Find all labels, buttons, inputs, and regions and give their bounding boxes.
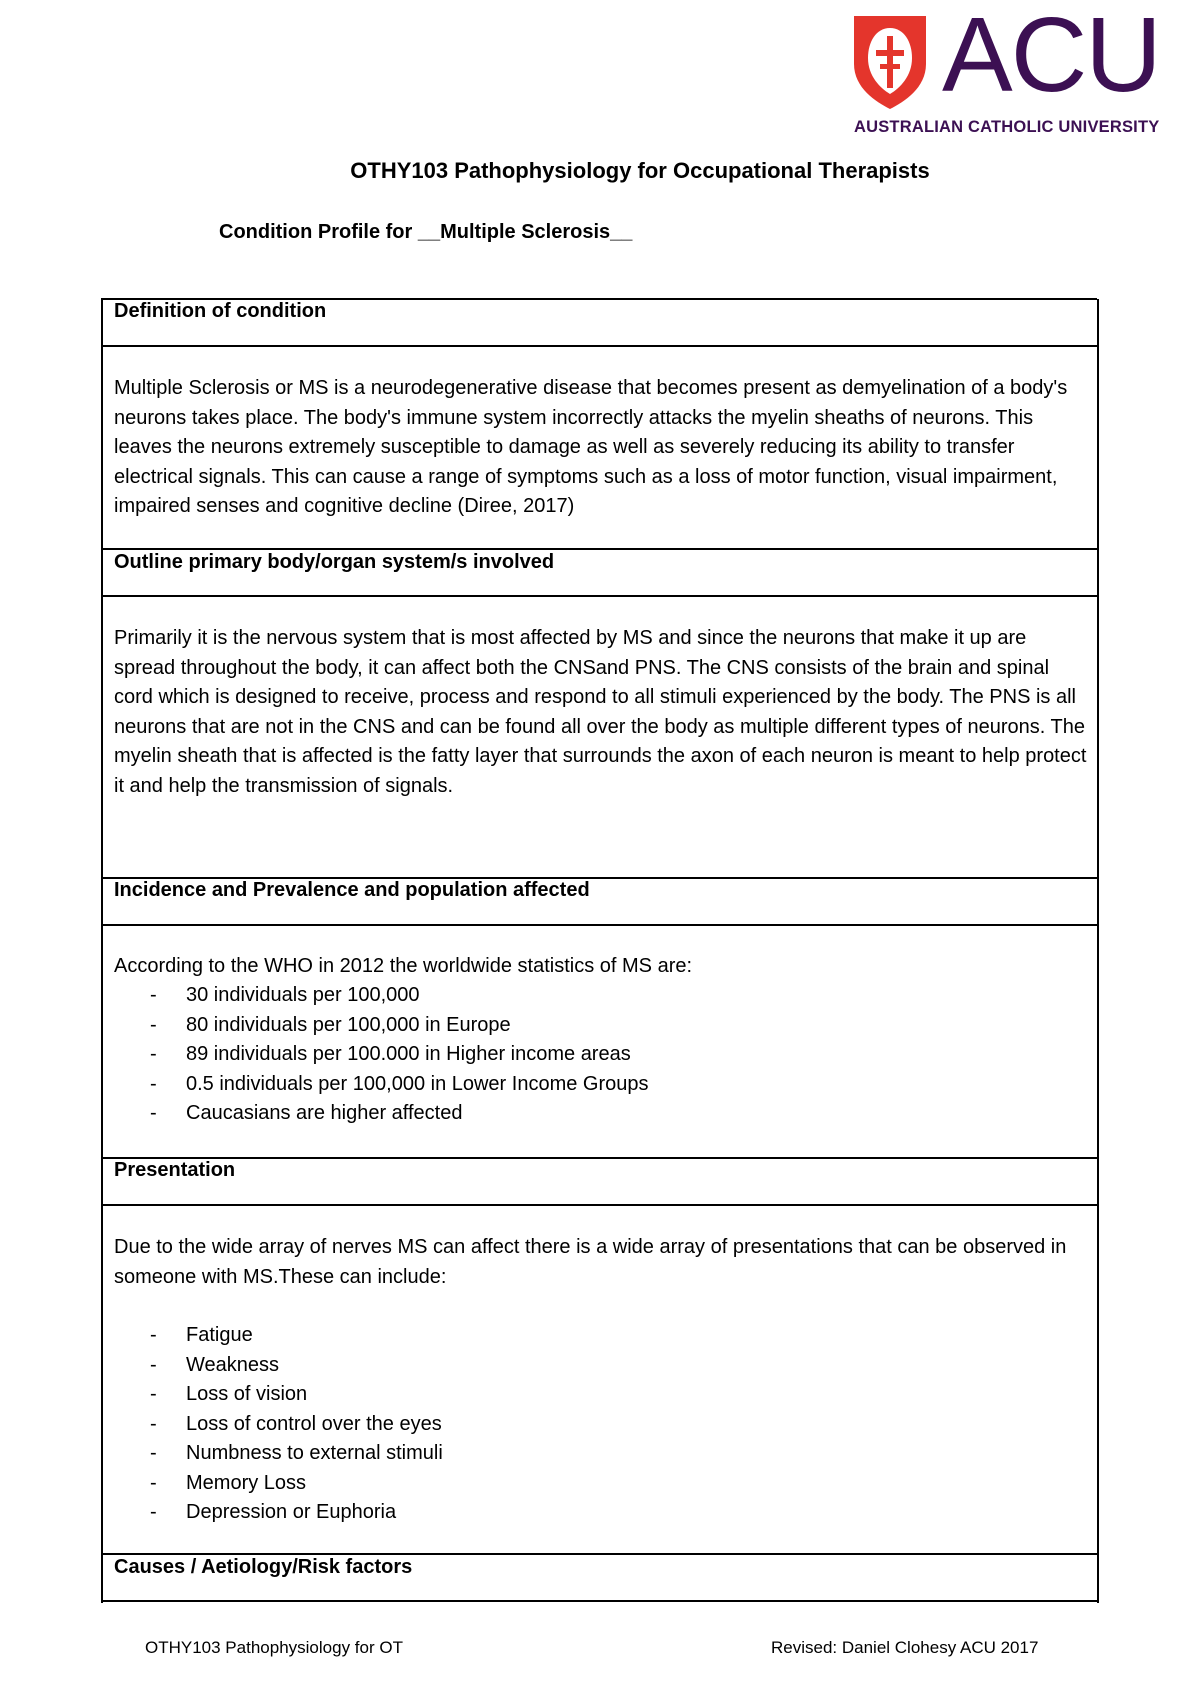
list-item: - Fatigue: [114, 1321, 443, 1351]
list-item: - 0.5 individuals per 100,000 in Lower Income Groups: [114, 1070, 649, 1100]
list-item: - Depression or Euphoria: [114, 1498, 443, 1528]
list-item: - Loss of vision: [114, 1380, 443, 1410]
shield-icon: [852, 14, 928, 110]
table-rule: [101, 595, 1097, 597]
incidence-list: [114, 981, 649, 1129]
list-item: - 80 individuals per 100,000 in Europe: [114, 1011, 649, 1041]
systems-heading: Outline primary body/organ system/s involved: [114, 551, 555, 573]
table-rule: [101, 1600, 1097, 1602]
table-rule: [101, 924, 1097, 926]
footer-revised: Revised: Daniel Clohesy ACU 2017: [771, 1638, 1039, 1657]
document-title: OTHY103 Pathophysiology for Occupational Therapists: [350, 158, 930, 183]
incidence-heading: Incidence and Prevalence and population affected: [114, 879, 590, 901]
logo-wordmark: ACU: [942, 0, 1160, 114]
list-item: - Numbness to external stimuli: [114, 1439, 443, 1469]
table-rule: [101, 1157, 1097, 1159]
table-rule: [101, 1204, 1097, 1206]
list-item: - 89 individuals per 100.000 in Higher income areas: [114, 1040, 649, 1070]
definition-body: Multiple Sclerosis or MS is a neurodegenerative disease that becomes present as demyelination of a body's neurons takes place. The body's immune system incorrectly attacks the myelin sheaths of neurons. This leaves the neurons extremely susceptible to damage as well as severely reducing its ability to transfer electrical signals. This can cause a range of symptoms such as a loss of motor function, visual impairment, impaired senses and cognitive decline (Diree, 2017): [114, 377, 1068, 517]
list-item: - Weakness: [114, 1351, 443, 1381]
causes-heading: Causes / Aetiology/Risk factors: [114, 1556, 413, 1578]
logo-subtitle: AUSTRALIAN CATHOLIC UNIVERSITY: [854, 118, 1160, 136]
systems-body: Primarily it is the nervous system that is most affected by MS and since the neurons that make it up are spread throughout the body, it can affect both the CNSand PNS. The CNS consists of the brain and spinal cord which is designed to receive, process and respond to all stimuli experienced by the body. The PNS is all neurons that are not in the CNS and can be found all over the body as multiple different types of neurons. The myelin sheath that is affected is the fatty layer that surrounds the axon of each neuron is meant to help protect it and help the transmission of signals.: [114, 627, 1087, 797]
incidence-intro: According to the WHO in 2012 the worldwide statistics of MS are:: [114, 955, 693, 977]
list-item: - Memory Loss: [114, 1469, 443, 1499]
condition-profile-line: Condition Profile for __Multiple Sclerosis__: [219, 221, 633, 243]
acu-logo: [852, 0, 1197, 138]
table-rule: [101, 548, 1097, 550]
definition-heading: Definition of condition: [114, 300, 327, 322]
table-rule: [101, 1553, 1097, 1555]
list-item: - Loss of control over the eyes: [114, 1410, 443, 1440]
footer-course: OTHY103 Pathophysiology for OT: [145, 1638, 403, 1657]
list-item: - Caucasians are higher affected: [114, 1099, 649, 1129]
presentation-list: [114, 1321, 443, 1528]
list-item: - 30 individuals per 100,000: [114, 981, 649, 1011]
presentation-heading: Presentation: [114, 1159, 236, 1181]
presentation-intro: Due to the wide array of nerves MS can affect there is a wide array of presentations that can be observed in someone with MS.These can include:: [114, 1236, 1067, 1288]
table-rule: [101, 345, 1097, 347]
